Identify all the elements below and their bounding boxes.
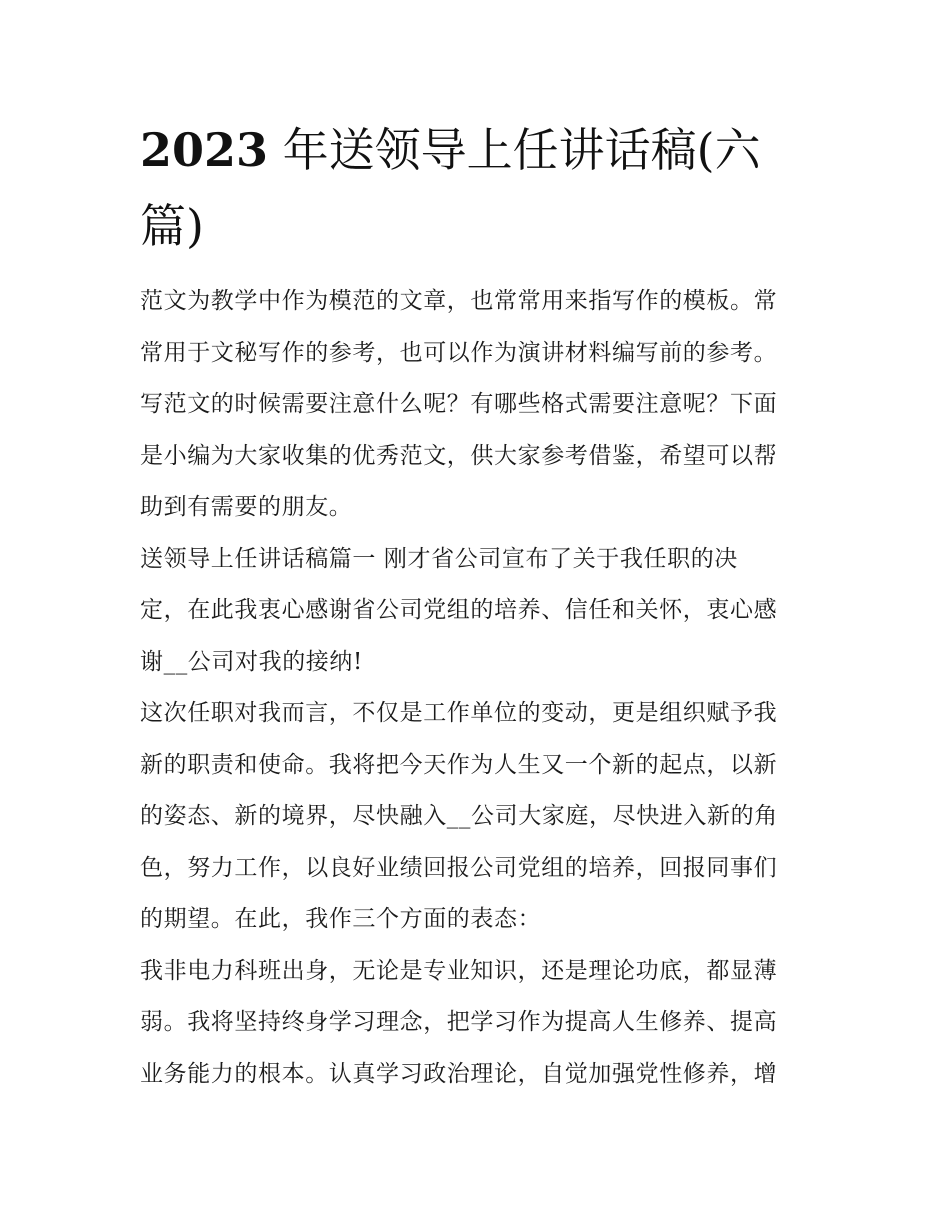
body-line: 定，在此我衷心感谢省公司党组的培养、信任和关怀，衷心感 — [140, 597, 778, 623]
document-title — [140, 112, 820, 264]
title-line2-text: 篇) — [140, 199, 204, 253]
document-body — [140, 276, 820, 1100]
body-line: 弱。我将坚持终身学习理念，把学习作为提高人生修养、提高 — [140, 1009, 778, 1035]
body-line: 我非电力科班出身，无论是专业知识，还是理论功底，都显薄 — [140, 957, 778, 984]
body-line: 范文为教学中作为模范的文章，也常常用来指写作的模板。常 — [140, 288, 778, 314]
body-line: 的姿态、新的境界，尽快融入__公司大家庭，尽快进入新的角 — [140, 803, 778, 829]
body-line: 色，努力工作，以良好业绩回报公司党组的培养，回报同事们 — [140, 854, 778, 881]
body-line: 是小编为大家收集的优秀范文，供大家参考借鉴，希望可以帮 — [140, 442, 778, 469]
title-year: 2023 — [140, 123, 269, 177]
body-line: 谢__公司对我的接纳! — [140, 648, 363, 675]
body-line: 业务能力的根本。认真学习政治理论，自觉加强党性修养，增 — [140, 1060, 778, 1087]
body-line: 这次任职对我而言，不仅是工作单位的变动，更是组织赋予我 — [140, 700, 778, 726]
body-line: 常用于文秘写作的参考，也可以作为演讲材料编写前的参考。 — [140, 339, 778, 366]
title-line1-text: 年送领导上任讲话稿(六 — [268, 123, 761, 177]
body-line: 新的职责和使命。我将把今天作为人生又一个新的起点，以新 — [140, 751, 778, 778]
body-line: 送领导上任讲话稿篇一 刚才省公司宣布了关于我任职的决 — [140, 545, 738, 572]
body-line: 助到有需要的朋友。 — [140, 494, 353, 520]
body-line: 的期望。在此，我作三个方面的表态： — [140, 906, 542, 932]
body-line: 写范文的时候需要注意什么呢？有哪些格式需要注意呢？下面 — [140, 391, 778, 417]
